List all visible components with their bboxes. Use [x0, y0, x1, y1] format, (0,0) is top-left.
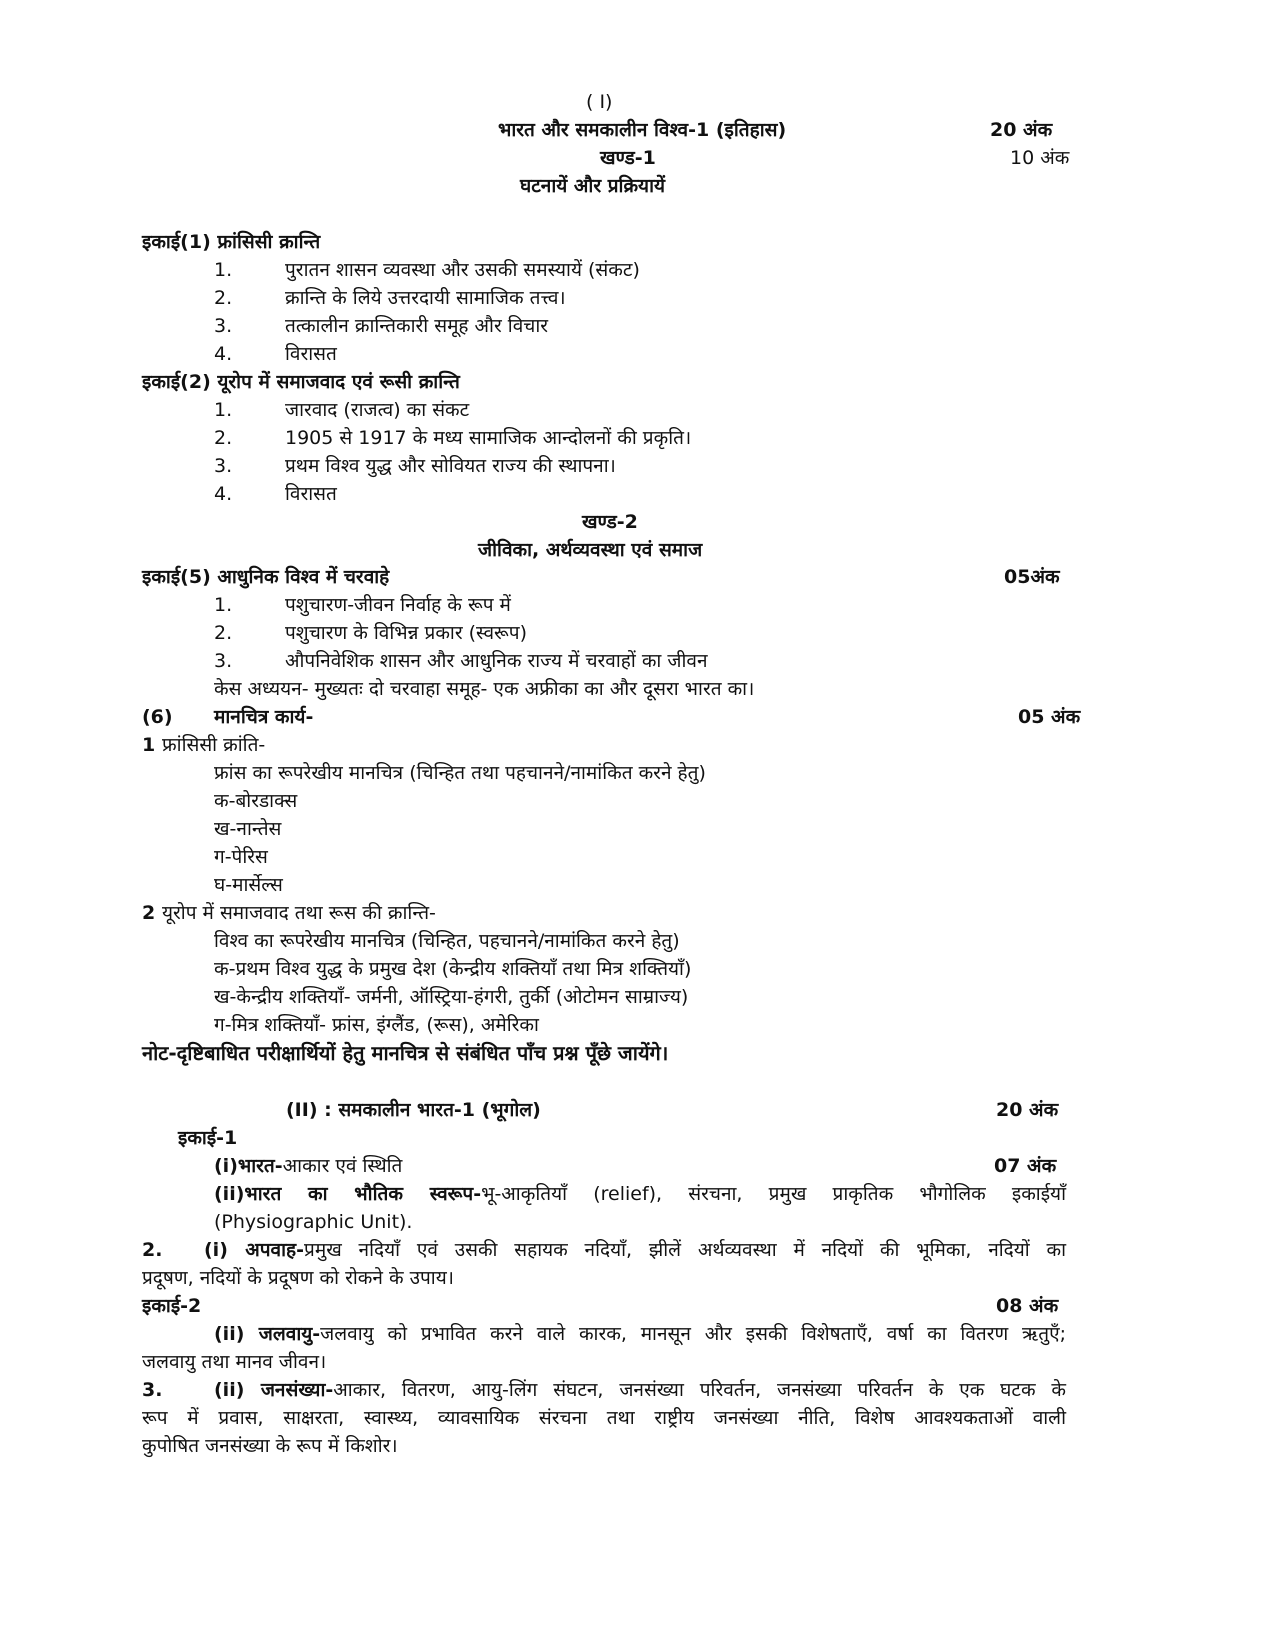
- map-section2-line: ख-केन्द्रीय शक्तियाँ- जर्मनी, ऑस्ट्रिया-हंगरी, तुर्की (ओटोमन साम्राज्य): [214, 986, 689, 1008]
- geo-p3-line: [214, 1376, 1066, 1404]
- geo-i-label: (i)भारत-: [214, 1155, 283, 1177]
- unit5-item-num: 2.: [214, 622, 233, 644]
- map-section2-title: यूरोप में समाजवाद तथा रूस की क्रान्ति-: [162, 902, 436, 924]
- map-section2-line: विश्व का रूपरेखीय मानचित्र (चिन्हित, पहचानने/नामांकित करने हेतु): [214, 930, 680, 952]
- geo-p2-number: 2.: [142, 1239, 163, 1261]
- geo-ii-label: (ii)भारत का भौतिक स्वरूप-: [214, 1183, 482, 1205]
- geo-title: (II) : समकालीन भारत-1 (भूगोल): [286, 1099, 541, 1121]
- geo-i-line: [214, 1152, 402, 1180]
- unit2-item-num: 2.: [214, 427, 233, 449]
- geo-i-marks: 07 अंक: [994, 1155, 1057, 1177]
- unit5-heading: इकाई(5) आधुनिक विश्व में चरवाहे: [142, 566, 390, 588]
- unit2-item-num: 1.: [214, 399, 233, 421]
- unit2-item-text: जारवाद (राजत्व) का संकट: [285, 399, 470, 421]
- geo-climate-line: [214, 1320, 1066, 1348]
- unit5-marks: 05अंक: [1004, 566, 1060, 588]
- unit1-item-num: 1.: [214, 259, 233, 281]
- geo-ii-line: [214, 1180, 1066, 1208]
- unit5-item-num: 3.: [214, 650, 233, 672]
- unit1-item-text: पुरातन शासन व्यवस्था और उसकी समस्यायें (संकट): [285, 259, 640, 281]
- geo-p2-label: (i) अपवाह-: [204, 1239, 305, 1261]
- map-section1-line: फ्रांस का रूपरेखीय मानचित्र (चिन्हित तथा पहचानने/नामांकित करने हेतु): [214, 762, 706, 784]
- khand2-title: खण्ड-2: [582, 511, 638, 533]
- unit6-marks: 05 अंक: [1018, 706, 1081, 728]
- unit1-item-num: 2.: [214, 287, 233, 309]
- geo-p3-text-cont2: कुपोषित जनसंख्या के रूप में किशोर।: [142, 1435, 398, 1457]
- geo-p2-text: प्रमुख नदियाँ एवं उसकी सहायक नदियाँ, झीलें अर्थव्यवस्था में नदियों की भूमिका, नदियों का: [304, 1239, 1067, 1261]
- unit1-item-text: विरासत: [285, 343, 337, 365]
- geo-p3-text: आकार, वितरण, आयु-लिंग संघटन, जनसंख्या परिवर्तन, जनसंख्या परिवर्तन के एक घटक के: [333, 1379, 1066, 1401]
- geo-i-text: आकार एवं स्थिति: [282, 1155, 403, 1177]
- map-section1-line: ग-पेरिस: [214, 846, 268, 868]
- geo-climate-label: (ii) जलवायु-: [214, 1323, 321, 1345]
- page-title: भारत और समकालीन विश्व-1 (इतिहास): [498, 119, 787, 141]
- khand1-subtitle: घटनायें और प्रक्रियायें: [520, 175, 666, 197]
- unit2-item-num: 4.: [214, 483, 233, 505]
- unit5-item-text: औपनिवेशिक शासन और आधुनिक राज्य में चरवाहों का जीवन: [285, 650, 708, 672]
- title-marks: 20 अंक: [990, 119, 1053, 141]
- map-section1-line: क-बोरडाक्स: [214, 790, 298, 812]
- geo-p3-text-cont: रूप में प्रवास, साक्षरता, स्वास्थ्य, व्यावसायिक संरचना तथा राष्ट्रीय जनसंख्या नीति, विशेष आवश्यकताओं वाली: [142, 1407, 1066, 1429]
- unit1-item-text: क्रान्ति के लिये उत्तरदायी सामाजिक तत्त्व।: [285, 287, 566, 309]
- khand1-marks: 10 अंक: [1010, 147, 1070, 169]
- unit1-item-text: तत्कालीन क्रान्तिकारी समूह और विचार: [285, 315, 549, 337]
- map-section2-number: 2: [142, 902, 156, 924]
- map-note: नोट-दृष्टिबाधित परीक्षार्थियों हेतु मानचित्र से संबंधित पाँच प्रश्न पूँछे जायेंगे।: [142, 1041, 669, 1065]
- map-section1-title: फ्रांसिसी क्रांति-: [162, 734, 266, 756]
- unit5-case-study: केस अध्ययन- मुख्यतः दो चरवाहा समूह- एक अफ्रीका का और दूसरा भारत का।: [214, 678, 755, 700]
- map-section1-line: ख-नान्तेस: [214, 818, 282, 840]
- unit2-item-text: विरासत: [285, 483, 337, 505]
- unit2-heading: इकाई(2) यूरोप में समाजवाद एवं रूसी क्रान्ति: [142, 371, 460, 393]
- khand2-subtitle: जीविका, अर्थव्यवस्था एवं समाज: [478, 539, 703, 561]
- unit1-heading: इकाई(1) फ्रांसिसी क्रान्ति: [142, 231, 321, 253]
- unit6-heading: मानचित्र कार्य-: [214, 706, 314, 728]
- geo-unit1-heading: इकाई-1: [178, 1127, 238, 1149]
- unit5-item-text: पशुचारण के विभिन्न प्रकार (स्वरूप): [285, 622, 527, 644]
- geo-marks: 20 अंक: [996, 1099, 1059, 1121]
- geo-climate-text-cont: जलवायु तथा मानव जीवन।: [142, 1351, 327, 1373]
- unit5-item-text: पशुचारण-जीवन निर्वाह के रूप में: [285, 594, 511, 616]
- geo-ii-text: भू-आकृतियाँ (relief), संरचना, प्रमुख प्राकृतिक भौगोलिक इकाईयाँ: [481, 1183, 1066, 1205]
- geo-p2-text-cont: प्रदूषण, नदियों के प्रदूषण को रोकने के उपाय।: [142, 1267, 454, 1289]
- geo-p3-number: 3.: [142, 1379, 163, 1401]
- unit5-item-num: 1.: [214, 594, 233, 616]
- unit2-item-text: प्रथम विश्व युद्ध और सोवियत राज्य की स्थापना।: [285, 455, 616, 477]
- geo-climate-text: जलवायु को प्रभावित करने वाले कारक, मानसून और इसकी विशेषताएँ, वर्षा का वितरण ऋतुएँ;: [320, 1323, 1066, 1345]
- unit1-item-num: 4.: [214, 343, 233, 365]
- unit1-item-num: 3.: [214, 315, 233, 337]
- khand1-title: खण्ड-1: [600, 147, 656, 169]
- unit6-number: (6): [142, 706, 173, 728]
- geo-unit2-marks: 08 अंक: [996, 1295, 1059, 1317]
- unit2-item-text: 1905 से 1917 के मध्य सामाजिक आन्दोलनों की प्रकृति।: [285, 427, 692, 449]
- map-section2-line: क-प्रथम विश्व युद्ध के प्रमुख देश (केन्द्रीय शक्तियाँ तथा मित्र शक्तियाँ): [214, 958, 692, 980]
- geo-p2-line: [204, 1236, 1066, 1264]
- geo-ii-text-cont: (Physiographic Unit).: [214, 1211, 413, 1233]
- map-section1-number: 1: [142, 734, 156, 756]
- section-roman-numeral: ( I): [586, 91, 613, 113]
- map-section1-line: घ-मार्सेल्स: [214, 874, 283, 896]
- map-section2-line: ग-मित्र शक्तियाँ- फ्रांस, इंग्लैंड, (रूस), अमेरिका: [214, 1014, 539, 1036]
- unit2-item-num: 3.: [214, 455, 233, 477]
- geo-p3-label: (ii) जनसंख्या-: [214, 1379, 334, 1401]
- geo-unit2-heading: इकाई-2: [142, 1295, 202, 1317]
